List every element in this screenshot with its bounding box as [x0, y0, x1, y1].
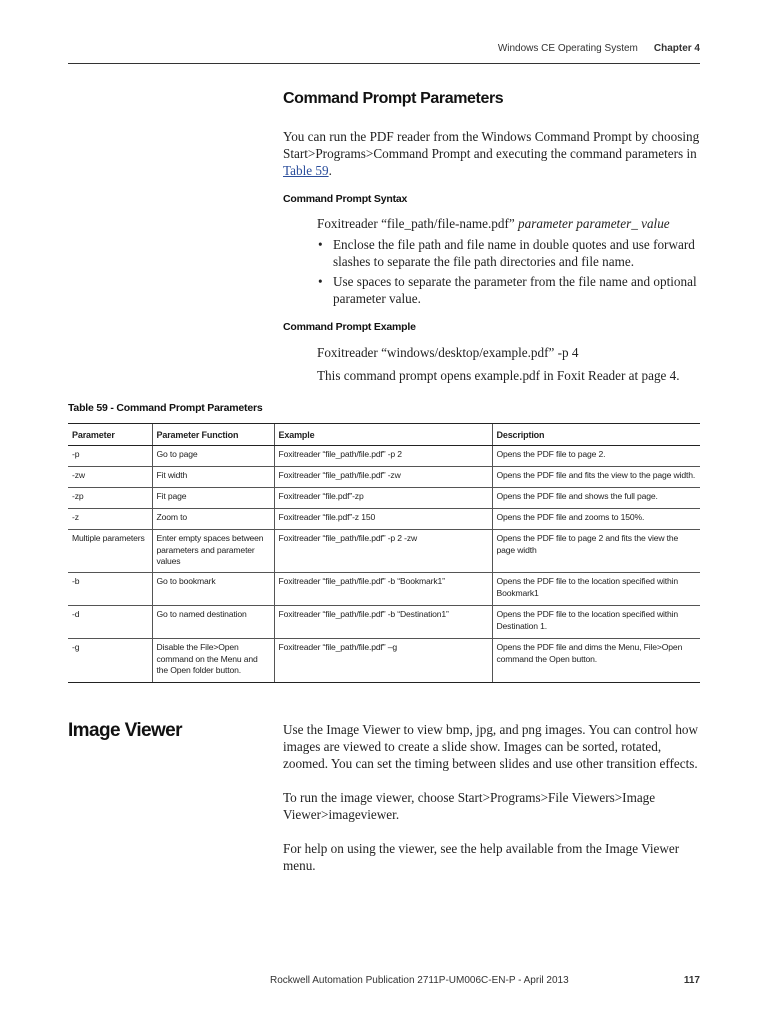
table-cell: Go to bookmark [152, 573, 274, 606]
table-cell: -zw [68, 467, 152, 488]
table-cell: -z [68, 509, 152, 530]
table-header-row [68, 424, 700, 446]
table-cell: -b [68, 573, 152, 606]
table-cell: Foxitreader “file_path/file.pdf” -b “Destination1” [274, 606, 492, 639]
table-cell: Go to named destination [152, 606, 274, 639]
footer-publication: Rockwell Automation Publication 2711P-UM006C-EN-P - April 2013 [270, 975, 569, 986]
intro-paragraph [283, 128, 703, 179]
intro-text: You can run the PDF reader from the Windows Command Prompt by choosing Start>Programs>Command Prompt and executing the command parameters in [283, 129, 700, 161]
column-header: Parameter Function [152, 424, 274, 446]
column-header: Description [492, 424, 700, 446]
column-header: Parameter [68, 424, 152, 446]
image-viewer-paragraph-1: Use the Image Viewer to view bmp, jpg, and png images. You can control how images are viewed to create a slide show. Images can be sorted, rotated, zoomed. You can set the timing between slides and use other transition effects. [283, 722, 699, 771]
table-cell: Fit page [152, 488, 274, 509]
table-cell: Disable the File>Open command on the Menu and the Open folder button. [152, 639, 274, 683]
header-rule [68, 63, 700, 64]
table-row [68, 606, 700, 639]
example-command: Foxitreader “windows/desktop/example.pdf” -p 4 [317, 345, 579, 360]
example-heading: Command Prompt Example [283, 321, 416, 333]
table-cell: Foxitreader “file_path/file.pdf” -p 2 -zw [274, 530, 492, 573]
table-cell: Opens the PDF file to the location specified within Bookmark1 [492, 573, 700, 606]
table-row [68, 530, 700, 573]
header-section: Windows CE Operating System [497, 43, 638, 54]
table-cell: Foxitreader “file.pdf”-z 150 [274, 509, 492, 530]
table-cell: -zp [68, 488, 152, 509]
header-chapter: Chapter 4 [653, 43, 700, 54]
table-caption: Table 59 - Command Prompt Parameters [68, 402, 263, 414]
running-header [498, 43, 700, 54]
table-cell: Opens the PDF file and zooms to 150%. [492, 509, 700, 530]
table-cell: Foxitreader “file_path/file.pdf” –g [274, 639, 492, 683]
table-cell: Foxitreader “file_path/file.pdf” -b “Bookmark1” [274, 573, 492, 606]
command-parameters-table [68, 423, 700, 683]
section-title: Command Prompt Parameters [283, 90, 504, 107]
column-header: Example [274, 424, 492, 446]
table-row [68, 573, 700, 606]
table-cell: Opens the PDF file and dims the Menu, File>Open command the Open button. [492, 639, 700, 683]
table-cell: -p [68, 446, 152, 467]
table-cell: Opens the PDF file and fits the view to the page width. [492, 467, 700, 488]
table-cell: Enter empty spaces between parameters and parameter values [152, 530, 274, 573]
syntax-heading: Command Prompt Syntax [283, 193, 408, 205]
bullet-item: • Enclose the file path and file name in double quotes and use forward slashes to separate the file path directories and file name. [317, 236, 703, 270]
syntax-command: Foxitreader “file_path/file-name.pdf” [317, 216, 519, 231]
table-cell: -g [68, 639, 152, 683]
image-viewer-heading: Image Viewer [68, 720, 182, 741]
table-cell: -d [68, 606, 152, 639]
table-cell: Opens the PDF file and shows the full page. [492, 488, 700, 509]
table-cell: Zoom to [152, 509, 274, 530]
table-row [68, 467, 700, 488]
table-cell: Opens the PDF file to the location specified within Destination 1. [492, 606, 700, 639]
table-cell: Foxitreader “file_path/file.pdf” -p 2 [274, 446, 492, 467]
table-cell: Foxitreader “file_path/file.pdf” -zw [274, 467, 492, 488]
image-viewer-paragraph-3: For help on using the viewer, see the help available from the Image Viewer menu. [283, 841, 680, 873]
intro-end: . [328, 163, 332, 178]
syntax-line [317, 215, 707, 232]
table-cell: Multiple parameters [68, 530, 152, 573]
table-row [68, 446, 700, 467]
table-row [68, 509, 700, 530]
page-number: 117 [683, 975, 700, 986]
table-cell: Opens the PDF file to page 2 and fits the view the page width [492, 530, 700, 573]
syntax-bullets [317, 236, 703, 310]
table-row [68, 639, 700, 683]
table-cell: Fit width [152, 467, 274, 488]
bullet-item: • Use spaces to separate the parameter from the file name and optional parameter value. [317, 273, 703, 307]
table-cell: Go to page [152, 446, 274, 467]
table-cell: Foxitreader “file.pdf”-zp [274, 488, 492, 509]
table-row [68, 488, 700, 509]
table-59-link[interactable]: Table 59 [283, 163, 329, 178]
example-description: This command prompt opens example.pdf in Foxit Reader at page 4. [317, 368, 680, 383]
syntax-params: parameter parameter_ value [518, 216, 670, 231]
table-cell: Opens the PDF file to page 2. [492, 446, 700, 467]
image-viewer-paragraph-2: To run the image viewer, choose Start>Programs>File Viewers>Image Viewer>imageviewer. [283, 790, 656, 822]
